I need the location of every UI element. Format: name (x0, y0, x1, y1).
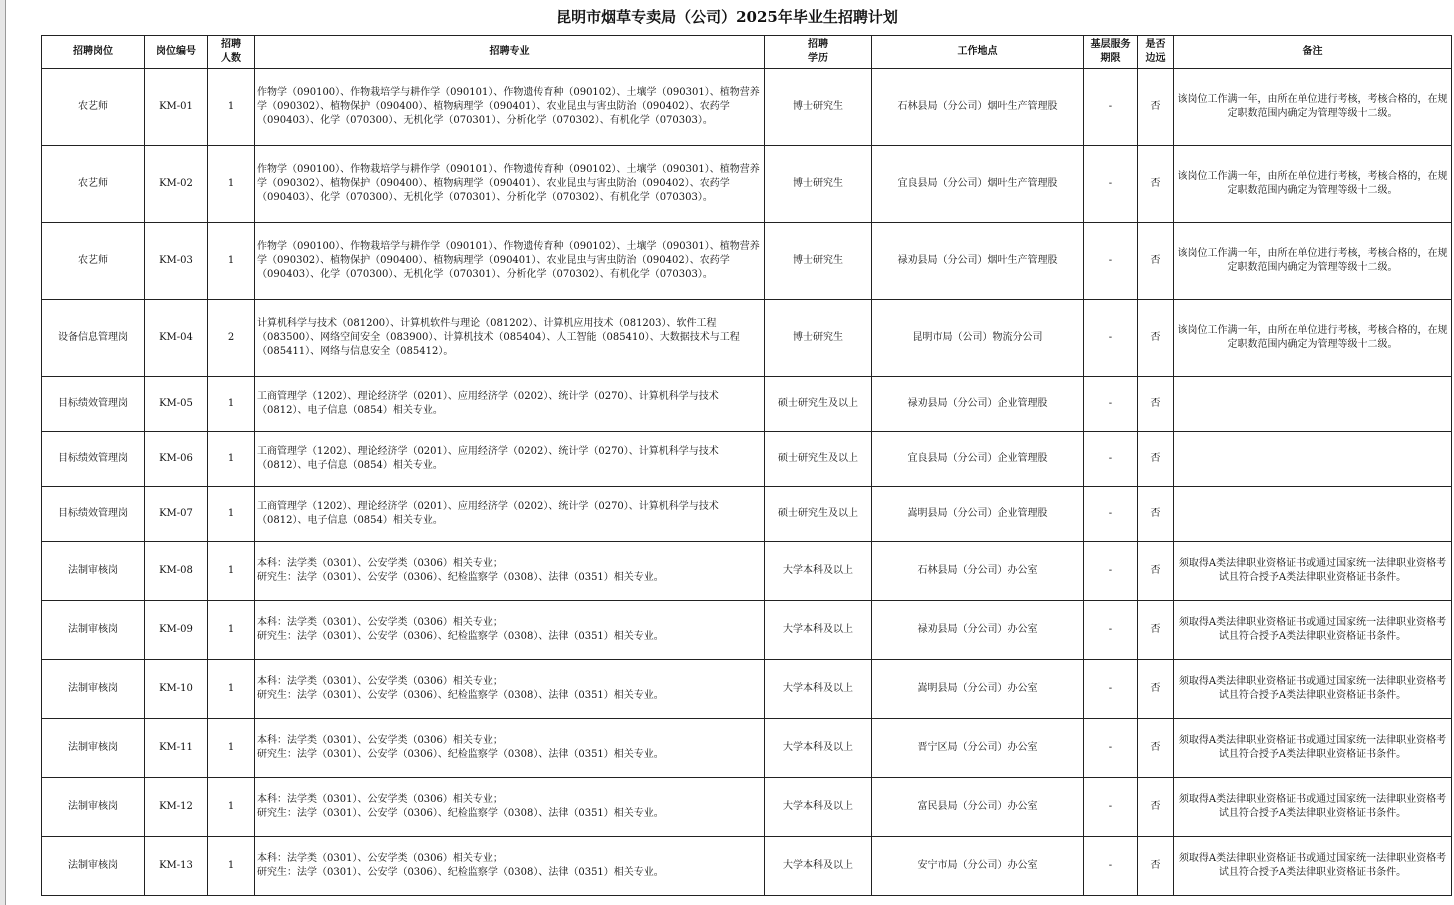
location-cell: 宜良县局（分公司）烟叶生产管理股 (872, 146, 1084, 223)
header-row (42, 36, 1452, 69)
service-cell: - (1084, 69, 1138, 146)
education-cell: 博士研究生 (765, 146, 872, 223)
header-code: 岗位编号 (145, 36, 208, 69)
education-cell: 大学本科及以上 (765, 660, 872, 719)
remarks-cell (1174, 487, 1452, 542)
table-row (42, 601, 1452, 660)
count-cell: 1 (208, 837, 255, 896)
major-cell: 本科：法学类（0301）、公安学类（0306）相关专业； 研究生：法学（0301）、公安学（0306）、纪检监察学（0308）、法律（0351）相关专业。 (255, 719, 765, 778)
remarks-cell: 须取得A类法律职业资格证书或通过国家统一法律职业资格考试且符合授予A类法律职业资格证书条件。 (1174, 660, 1452, 719)
remarks-cell (1174, 377, 1452, 432)
major-cell: 本科：法学类（0301）、公安学类（0306）相关专业； 研究生：法学（0301）、公安学（0306）、纪检监察学（0308）、法律（0351）相关专业。 (255, 601, 765, 660)
border-cell: 否 (1138, 300, 1174, 377)
border-cell: 否 (1138, 778, 1174, 837)
location-cell: 石林县局（分公司）办公室 (872, 542, 1084, 601)
border-cell: 否 (1138, 146, 1174, 223)
table-row (42, 778, 1452, 837)
code-cell: KM-02 (145, 146, 208, 223)
border-cell: 否 (1138, 432, 1174, 487)
border-cell: 否 (1138, 377, 1174, 432)
code-cell: KM-07 (145, 487, 208, 542)
education-cell: 博士研究生 (765, 223, 872, 300)
service-cell: - (1084, 660, 1138, 719)
position-cell: 农艺师 (42, 146, 145, 223)
code-cell: KM-05 (145, 377, 208, 432)
table-row (42, 377, 1452, 432)
remarks-cell: 须取得A类法律职业资格证书或通过国家统一法律职业资格考试且符合授予A类法律职业资格证书条件。 (1174, 601, 1452, 660)
location-cell: 禄劝县局（分公司）办公室 (872, 601, 1084, 660)
code-cell: KM-03 (145, 223, 208, 300)
table-row (42, 432, 1452, 487)
service-cell: - (1084, 542, 1138, 601)
service-cell: - (1084, 146, 1138, 223)
header-location: 工作地点 (872, 36, 1084, 69)
education-cell: 大学本科及以上 (765, 778, 872, 837)
count-cell: 1 (208, 69, 255, 146)
education-cell: 大学本科及以上 (765, 719, 872, 778)
service-cell: - (1084, 837, 1138, 896)
header-service: 基层服务 期限 (1084, 36, 1138, 69)
page-title: 昆明市烟草专卖局（公司）2025年毕业生招聘计划 (556, 8, 898, 26)
position-cell: 目标绩效管理岗 (42, 432, 145, 487)
table-row (42, 146, 1452, 223)
major-cell: 计算机科学与技术（081200）、计算机软件与理论（081202）、计算机应用技术（081203）、软件工程（083500）、网络空间安全（083900）、计算机技术（085404）、人工智能（085410）、大数据技术与工程（085411）、网络与信息安全（085412）。 (255, 300, 765, 377)
table-row (42, 223, 1452, 300)
position-cell: 农艺师 (42, 69, 145, 146)
header-count: 招聘 人数 (208, 36, 255, 69)
location-cell: 宜良县局（分公司）企业管理股 (872, 432, 1084, 487)
table-row (42, 300, 1452, 377)
border-cell: 否 (1138, 542, 1174, 601)
service-cell: - (1084, 719, 1138, 778)
table-row (42, 719, 1452, 778)
major-cell: 本科：法学类（0301）、公安学类（0306）相关专业； 研究生：法学（0301）、公安学（0306）、纪检监察学（0308）、法律（0351）相关专业。 (255, 837, 765, 896)
header-border: 是否 边远 (1138, 36, 1174, 69)
count-cell: 1 (208, 601, 255, 660)
remarks-cell: 该岗位工作满一年，由所在单位进行考核，考核合格的，在规定职数范围内确定为管理等级十二级。 (1174, 146, 1452, 223)
code-cell: KM-13 (145, 837, 208, 896)
count-cell: 1 (208, 778, 255, 837)
major-cell: 本科：法学类（0301）、公安学类（0306）相关专业； 研究生：法学（0301）、公安学（0306）、纪检监察学（0308）、法律（0351）相关专业。 (255, 542, 765, 601)
remarks-cell: 须取得A类法律职业资格证书或通过国家统一法律职业资格考试且符合授予A类法律职业资格证书条件。 (1174, 542, 1452, 601)
code-cell: KM-01 (145, 69, 208, 146)
remarks-cell: 该岗位工作满一年，由所在单位进行考核，考核合格的，在规定职数范围内确定为管理等级十二级。 (1174, 223, 1452, 300)
education-cell: 硕士研究生及以上 (765, 377, 872, 432)
position-cell: 法制审核岗 (42, 837, 145, 896)
count-cell: 1 (208, 146, 255, 223)
service-cell: - (1084, 432, 1138, 487)
position-cell: 法制审核岗 (42, 778, 145, 837)
position-cell: 法制审核岗 (42, 719, 145, 778)
service-cell: - (1084, 300, 1138, 377)
count-cell: 1 (208, 377, 255, 432)
major-cell: 作物学（090100）、作物栽培学与耕作学（090101）、作物遗传育种（090102）、土壤学（090301）、植物营养学（090302）、植物保护（090400）、植物病理学（090401）、农业昆虫与害虫防治（090402）、农药学（090403）、化学（070300）、无机化学（070301）、分析化学（070302）、有机化学（070303）。 (255, 223, 765, 300)
border-cell: 否 (1138, 660, 1174, 719)
position-cell: 设备信息管理岗 (42, 300, 145, 377)
major-cell: 本科：法学类（0301）、公安学类（0306）相关专业； 研究生：法学（0301）、公安学（0306）、纪检监察学（0308）、法律（0351）相关专业。 (255, 660, 765, 719)
table-body (42, 69, 1452, 896)
table-row (42, 837, 1452, 896)
remarks-cell: 须取得A类法律职业资格证书或通过国家统一法律职业资格考试且符合授予A类法律职业资格证书条件。 (1174, 837, 1452, 896)
position-cell: 法制审核岗 (42, 601, 145, 660)
table-row (42, 542, 1452, 601)
major-cell: 工商管理学（1202）、理论经济学（0201）、应用经济学（0202）、统计学（0270）、计算机科学与技术（0812）、电子信息（0854）相关专业。 (255, 487, 765, 542)
location-cell: 禄劝县局（分公司）企业管理股 (872, 377, 1084, 432)
location-cell: 禄劝县局（分公司）烟叶生产管理股 (872, 223, 1084, 300)
remarks-cell: 须取得A类法律职业资格证书或通过国家统一法律职业资格考试且符合授予A类法律职业资格证书条件。 (1174, 719, 1452, 778)
border-cell: 否 (1138, 69, 1174, 146)
education-cell: 大学本科及以上 (765, 601, 872, 660)
window-left-edge (0, 0, 6, 905)
major-cell: 本科：法学类（0301）、公安学类（0306）相关专业； 研究生：法学（0301）、公安学（0306）、纪检监察学（0308）、法律（0351）相关专业。 (255, 778, 765, 837)
service-cell: - (1084, 601, 1138, 660)
position-cell: 农艺师 (42, 223, 145, 300)
header-education: 招聘 学历 (765, 36, 872, 69)
code-cell: KM-04 (145, 300, 208, 377)
major-cell: 工商管理学（1202）、理论经济学（0201）、应用经济学（0202）、统计学（0270）、计算机科学与技术（0812）、电子信息（0854）相关专业。 (255, 377, 765, 432)
remarks-cell: 该岗位工作满一年，由所在单位进行考核，考核合格的，在规定职数范围内确定为管理等级十二级。 (1174, 300, 1452, 377)
remarks-cell: 该岗位工作满一年，由所在单位进行考核，考核合格的，在规定职数范围内确定为管理等级十二级。 (1174, 69, 1452, 146)
code-cell: KM-10 (145, 660, 208, 719)
location-cell: 嵩明县局（分公司）企业管理股 (872, 487, 1084, 542)
education-cell: 硕士研究生及以上 (765, 487, 872, 542)
border-cell: 否 (1138, 837, 1174, 896)
header-remarks: 备注 (1174, 36, 1452, 69)
code-cell: KM-11 (145, 719, 208, 778)
header-position: 招聘岗位 (42, 36, 145, 69)
count-cell: 1 (208, 487, 255, 542)
service-cell: - (1084, 778, 1138, 837)
service-cell: - (1084, 487, 1138, 542)
education-cell: 大学本科及以上 (765, 837, 872, 896)
location-cell: 安宁市局（分公司）办公室 (872, 837, 1084, 896)
code-cell: KM-08 (145, 542, 208, 601)
major-cell: 作物学（090100）、作物栽培学与耕作学（090101）、作物遗传育种（090102）、土壤学（090301）、植物营养学（090302）、植物保护（090400）、植物病理学（090401）、农业昆虫与害虫防治（090402）、农药学（090403）、化学（070300）、无机化学（070301）、分析化学（070302）、有机化学（070303）。 (255, 146, 765, 223)
recruitment-table (41, 35, 1452, 896)
location-cell: 富民县局（分公司）办公室 (872, 778, 1084, 837)
location-cell: 石林县局（分公司）烟叶生产管理股 (872, 69, 1084, 146)
border-cell: 否 (1138, 223, 1174, 300)
table-row (42, 487, 1452, 542)
count-cell: 1 (208, 223, 255, 300)
border-cell: 否 (1138, 601, 1174, 660)
count-cell: 1 (208, 542, 255, 601)
count-cell: 1 (208, 660, 255, 719)
education-cell: 博士研究生 (765, 300, 872, 377)
remarks-cell (1174, 432, 1452, 487)
code-cell: KM-06 (145, 432, 208, 487)
major-cell: 工商管理学（1202）、理论经济学（0201）、应用经济学（0202）、统计学（0270）、计算机科学与技术（0812）、电子信息（0854）相关专业。 (255, 432, 765, 487)
position-cell: 法制审核岗 (42, 660, 145, 719)
table-row (42, 69, 1452, 146)
position-cell: 目标绩效管理岗 (42, 377, 145, 432)
service-cell: - (1084, 223, 1138, 300)
count-cell: 2 (208, 300, 255, 377)
header-major: 招聘专业 (255, 36, 765, 69)
education-cell: 大学本科及以上 (765, 542, 872, 601)
position-cell: 法制审核岗 (42, 542, 145, 601)
service-cell: - (1084, 377, 1138, 432)
code-cell: KM-09 (145, 601, 208, 660)
code-cell: KM-12 (145, 778, 208, 837)
education-cell: 博士研究生 (765, 69, 872, 146)
education-cell: 硕士研究生及以上 (765, 432, 872, 487)
table-row (42, 660, 1452, 719)
remarks-cell: 须取得A类法律职业资格证书或通过国家统一法律职业资格考试且符合授予A类法律职业资格证书条件。 (1174, 778, 1452, 837)
count-cell: 1 (208, 432, 255, 487)
count-cell: 1 (208, 719, 255, 778)
border-cell: 否 (1138, 719, 1174, 778)
border-cell: 否 (1138, 487, 1174, 542)
location-cell: 昆明市局（公司）物流分公司 (872, 300, 1084, 377)
location-cell: 嵩明县局（分公司）办公室 (872, 660, 1084, 719)
major-cell: 作物学（090100）、作物栽培学与耕作学（090101）、作物遗传育种（090102）、土壤学（090301）、植物营养学（090302）、植物保护（090400）、植物病理学（090401）、农业昆虫与害虫防治（090402）、农药学（090403）、化学（070300）、无机化学（070301）、分析化学（070302）、有机化学（070303）。 (255, 69, 765, 146)
location-cell: 晋宁区局（分公司）办公室 (872, 719, 1084, 778)
position-cell: 目标绩效管理岗 (42, 487, 145, 542)
